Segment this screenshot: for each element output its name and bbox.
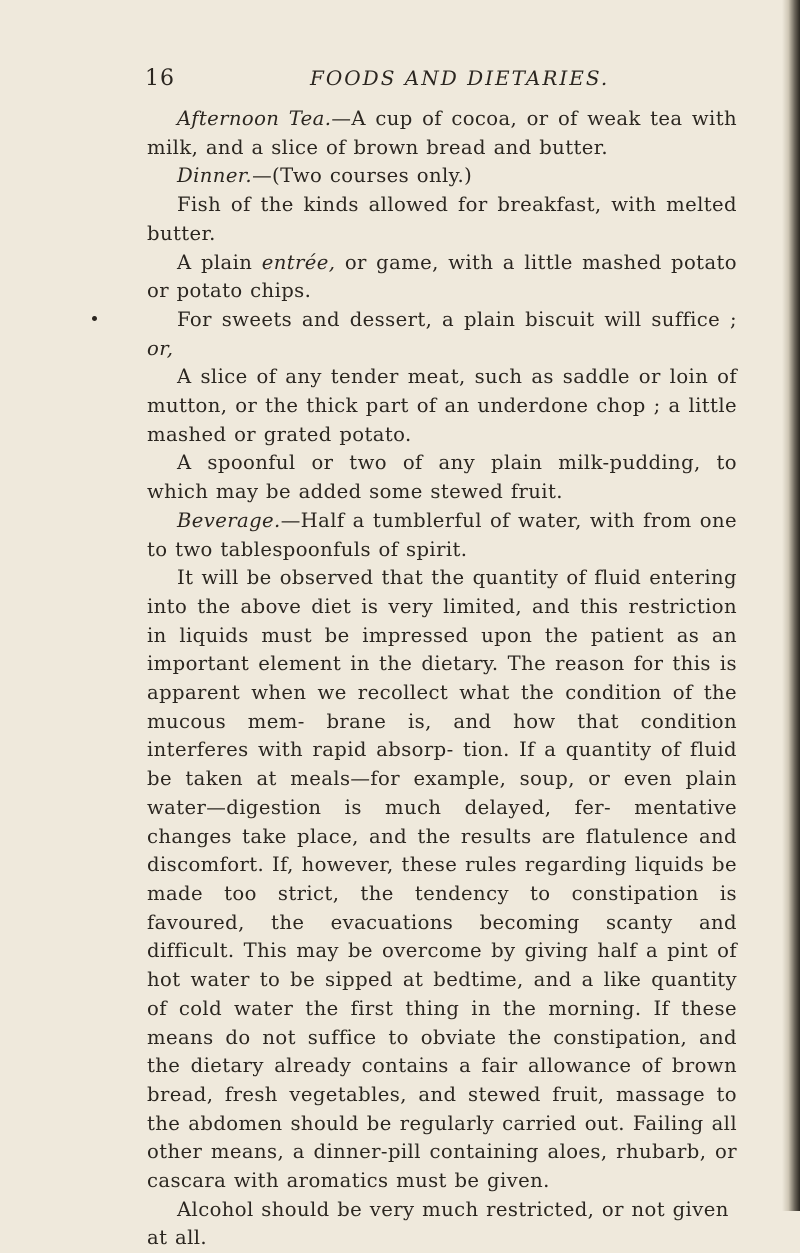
paragraph-fluid-restriction: It will be observed that the quantity of fluid entering into the above diet is very limited, and this restriction in liquids must be impressed upon the patient as an important element in the dietary. The reason for this is apparent when we recollect what the condition of the mucous mem- brane is, and how that condition interferes with rapid absorp- tion. If a quantity of fluid be taken at meals—for example, soup, or even plain water—digestion is much delayed, fer- mentative changes take place, and the results are flatulence and discomfort. If, however, these rules regarding liquids be made too strict, the tendency to constipation is favoured, the evacuations becoming scanty and difficult. This may be overcome by giving half a pint of hot water to be sipped at bedtime, and a like quantity of cold water the first thing in the morning. If these means do not suffice to obviate the constipation, and the dietary already contains a fair allowance of brown bread, fresh vegetables, and stewed fruit, massage to the abdomen should be regularly carried out. Failing all other means, a dinner-pill containing aloes, rhubarb, or cascara with aromatics must be given.: [147, 566, 737, 1193]
paragraph-sweets: [147, 306, 737, 363]
paragraph-fish: Fish of the kinds allowed for breakfast, with melted butter.: [147, 193, 737, 245]
paragraph-alcohol: Alcohol should be very much restricted, or not given at all.: [147, 1197, 729, 1250]
paragraph-beverage: [147, 507, 737, 564]
beverage-text: —Half a tumblerful of water, with from one to two tablespoonfuls of spirit.: [147, 508, 737, 561]
paragraph-meat: A slice of any tender meat, such as saddle or loin of mutton, or the thick part of an underdone chop ; a little mashed or grated potato.: [147, 365, 737, 446]
page-edge-shadow: [782, 0, 800, 1211]
body-text: [147, 105, 737, 1253]
entree-text-after: or game, with a little mashed potato or potato chips.: [147, 250, 738, 303]
running-title: FOODS AND DIETARIES.: [310, 66, 610, 90]
dinner-text: —(Two courses only.): [252, 164, 473, 188]
heading-beverage: Beverage.: [177, 508, 281, 532]
paragraph-dinner: [147, 162, 737, 191]
paragraph-pudding: A spoonful or two of any plain milk-pudding, to which may be added some stewed fruit.: [147, 451, 737, 504]
entree-italic: entrée,: [261, 250, 336, 274]
afternoon-tea-text: —A cup of cocoa, or of weak tea with milk, and a slice of brown bread and butter.: [147, 107, 738, 159]
sweets-text: For sweets and dessert, a plain biscuit will suffice ;: [177, 307, 737, 331]
page-number: 16: [145, 66, 175, 91]
heading-afternoon-tea: Afternoon Tea.: [177, 107, 332, 130]
page-header: [145, 66, 745, 102]
paragraph-afternoon-tea: [147, 105, 737, 162]
margin-mark: [92, 316, 97, 321]
heading-dinner: Dinner.: [177, 164, 253, 188]
entree-text-before: A plain: [177, 250, 262, 274]
sweets-italic-or: or,: [147, 336, 174, 360]
paragraph-entree: [147, 249, 737, 306]
